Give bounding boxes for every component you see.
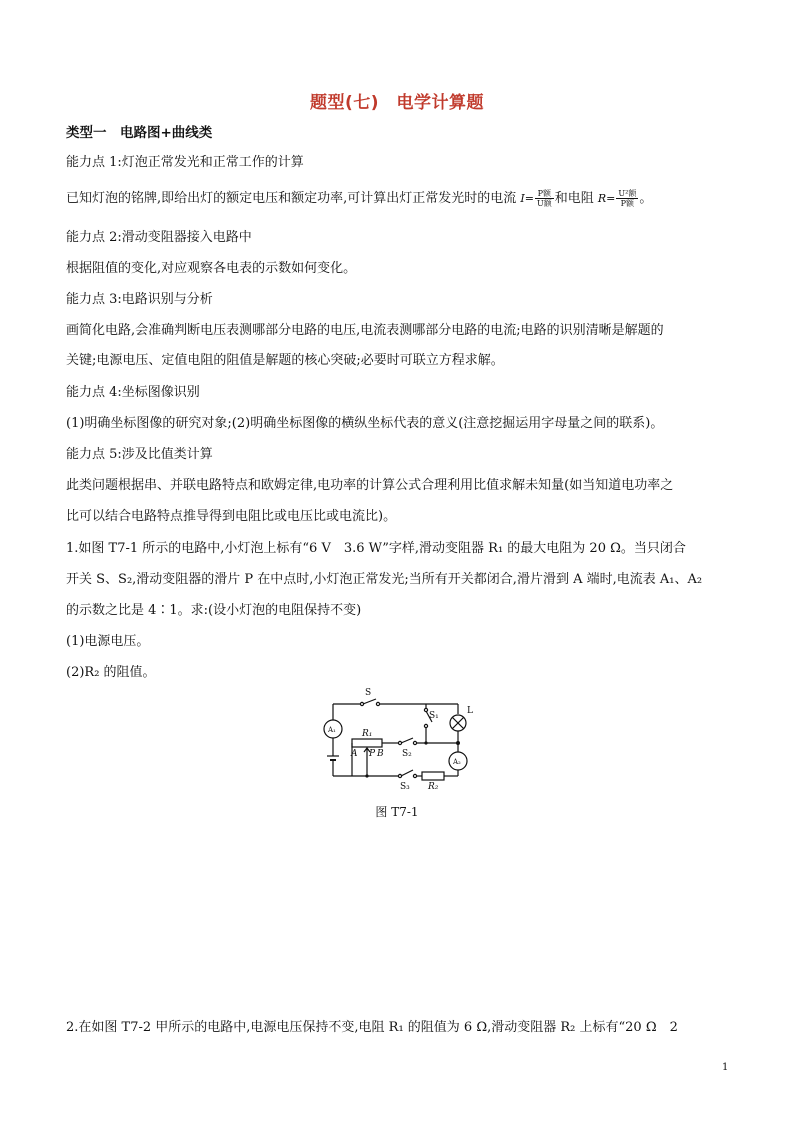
label-end-a: A (351, 749, 358, 759)
rheostat-r1-icon (352, 739, 382, 747)
figure-caption: 图 T7-1 (375, 805, 419, 819)
label-switch-s: S (365, 688, 372, 698)
switch-s2-contact-2 (413, 741, 416, 744)
question1-line1: 1.如图 T7-1 所示的电路中,小灯泡上标有“6 V 3.6 W”字样,滑动变阻器 R₁ 的最大电阻为 20 Ω。当只闭合 (66, 541, 686, 556)
ability3-text-line2: 关键;电源电压、定值电阻的阻值是解题的核心突破;必要时可联立方程求解。 (66, 353, 504, 368)
ability1-text-middle: 和电阻 (554, 191, 594, 206)
ability2-text: 根据阻值的变化,对应观察各电表的示数如何变化。 (66, 261, 357, 276)
ability4-text: (1)明确坐标图像的研究对象;(2)明确坐标图像的横纵坐标代表的意义(注意挖掘运用字母量之间的联系)。 (66, 416, 664, 431)
label-ammeter-a2: A₂ (453, 758, 461, 766)
junction-node-slider (365, 774, 368, 777)
question1-sub1: (1)电源电压。 (66, 634, 150, 649)
resistance-formula-denominator: P额 (620, 199, 635, 208)
junction-node-s1 (424, 741, 427, 744)
label-switch-s3: S₃ (400, 782, 410, 792)
ability1-text-before: 已知灯泡的铭牌,即给出灯的额定电压和额定功率,可计算出灯正常发光时的电流 (66, 191, 517, 206)
switch-s3-blade (401, 770, 413, 776)
ability2-heading: 能力点 2:滑动变阻器接入电路中 (66, 230, 252, 245)
ability1-text (66, 189, 652, 208)
question1-line2: 开关 S、S₂,滑动变阻器的滑片 P 在中点时,小灯泡正常发光;当所有开关都闭合,滑片滑到 A 端时,电流表 A₁、A₂ (66, 572, 703, 587)
resistance-formula-fraction (616, 189, 638, 208)
switch-s2-blade (401, 738, 413, 743)
resistance-formula-lhs: R= (597, 192, 616, 205)
label-ammeter-a1: A₁ (328, 726, 336, 734)
label-rheostat-r1: R₁ (362, 729, 373, 739)
ability5-text-line2: 比可以结合电路特点推导得到电阻比或电压比或电流比)。 (66, 509, 397, 524)
ability1-text-after: 。 (639, 191, 653, 206)
page-title: 题型(七) 电学计算题 (309, 93, 485, 113)
label-slider-p: P (369, 749, 376, 759)
switch-s3-contact-2 (413, 774, 416, 777)
resistor-r2-icon (422, 772, 444, 780)
label-switch-s2: S₂ (402, 749, 412, 759)
current-formula-denominator: U额 (536, 199, 552, 208)
current-formula-numerator: P额 (535, 189, 554, 199)
label-resistor-r2: R₂ (428, 782, 439, 792)
junction-node-right (456, 741, 460, 745)
ability5-heading: 能力点 5:涉及比值类计算 (66, 447, 213, 462)
ability1-heading: 能力点 1:灯泡正常发光和正常工作的计算 (66, 155, 304, 170)
resistance-formula-numerator: U²额 (618, 189, 637, 198)
switch-s-blade (363, 699, 376, 704)
page-number: 1 (722, 1062, 729, 1073)
label-lamp: L (467, 706, 473, 716)
question1-line3: 的示数之比是 4∶1。求:(设小灯泡的电阻保持不变) (66, 603, 362, 618)
ability3-text-line1: 画简化电路,会准确判断电压表测哪部分电路的电压,电流表测哪部分电路的电流;电路的识别清晰是解题的 (66, 323, 664, 338)
circuit-diagram (318, 686, 488, 796)
question2-line1: 2.在如图 T7-2 甲所示的电路中,电源电压保持不变,电阻 R₁ 的阻值为 6 Ω,滑动变阻器 R₂ 上标有“20 Ω 2 (66, 1020, 678, 1035)
current-formula-fraction (535, 189, 554, 208)
ability5-text-line1: 此类问题根据串、并联电路特点和欧姆定律,电功率的计算公式合理利用比值求解未知量(如当知道电功率之 (66, 478, 674, 493)
switch-s-contact-2 (376, 702, 379, 705)
current-formula-lhs: I= (520, 192, 534, 205)
type1-heading: 类型一 电路图+曲线类 (66, 125, 213, 141)
ability3-heading: 能力点 3:电路识别与分析 (66, 292, 213, 307)
label-switch-s1: S₁ (429, 711, 439, 721)
switch-s1-contact-2 (424, 724, 427, 727)
label-end-b: B (377, 749, 384, 759)
ability4-heading: 能力点 4:坐标图像识别 (66, 385, 200, 400)
question1-sub2: (2)R₂ 的阻值。 (66, 665, 156, 680)
